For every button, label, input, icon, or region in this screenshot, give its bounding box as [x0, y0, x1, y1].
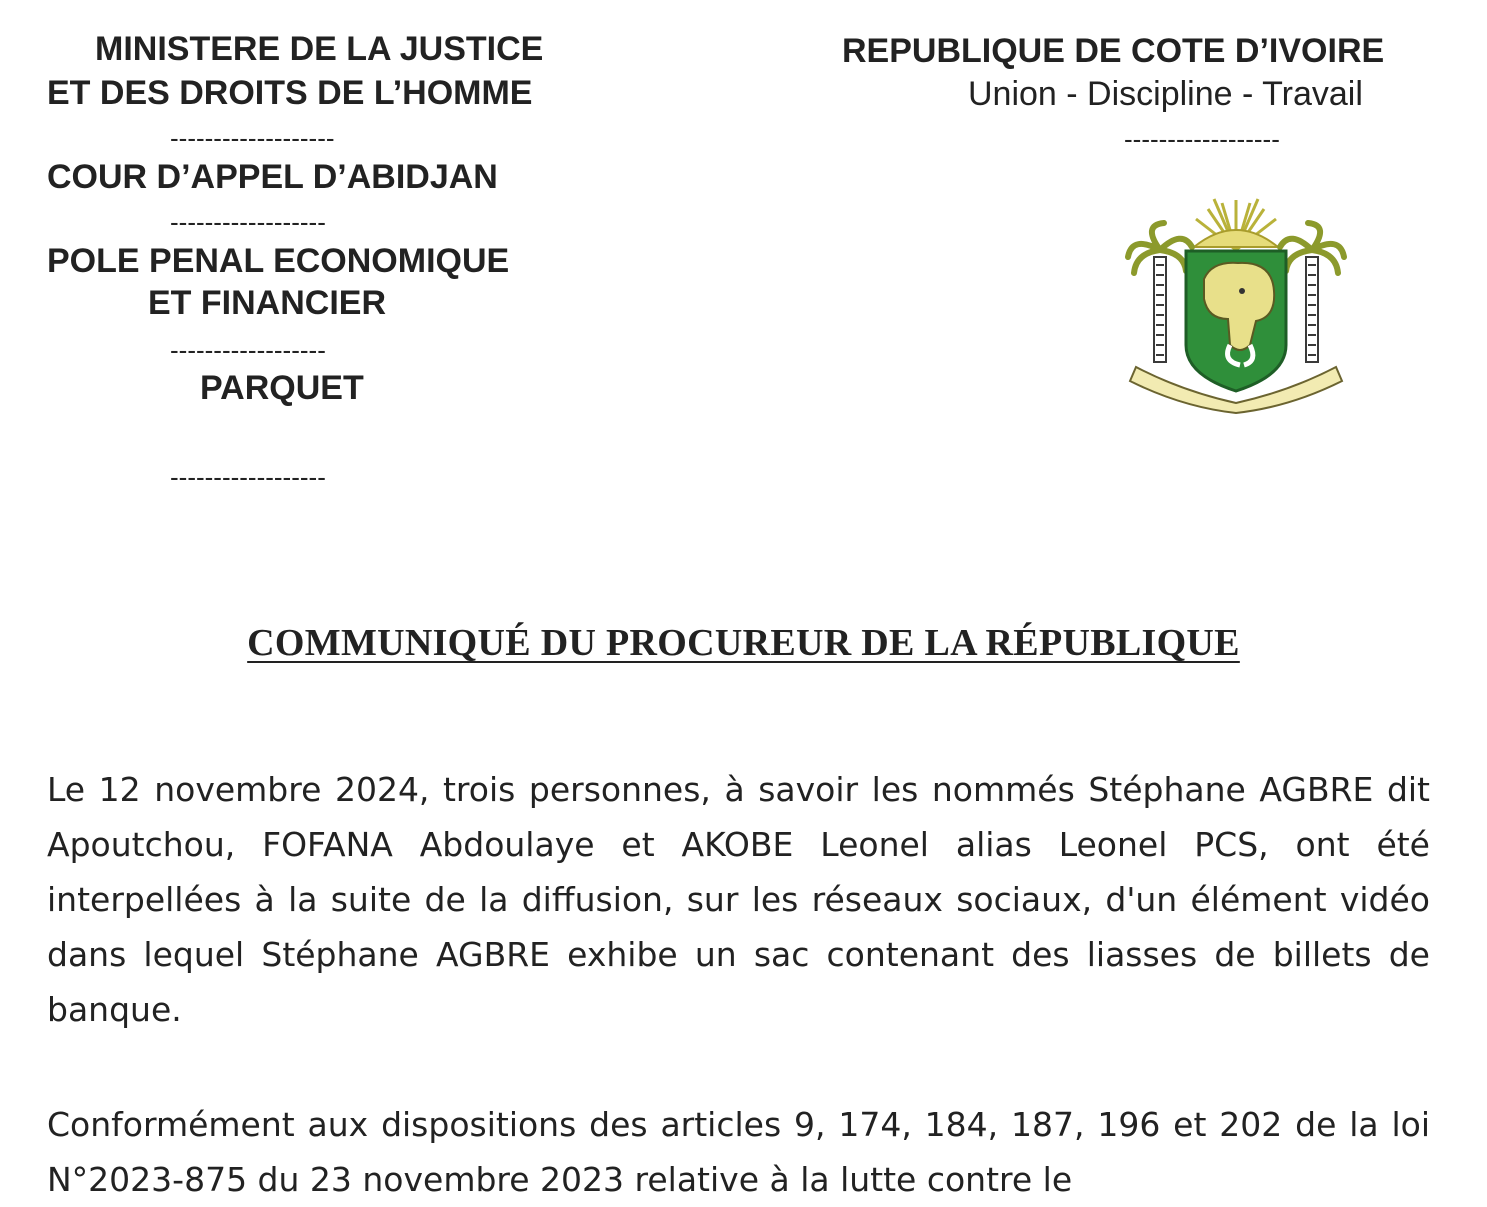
coat-of-arms-icon	[1122, 195, 1350, 415]
ministry-line-2: ET DES DROITS DE L’HOMME	[47, 74, 533, 112]
document-title: COMMUNIQUÉ DU PROCUREUR DE LA RÉPUBLIQUE	[247, 622, 1240, 664]
office-name: PARQUET	[200, 369, 364, 407]
ministry-line-1: MINISTERE DE LA JUSTICE	[95, 30, 544, 68]
country-name: REPUBLIQUE DE COTE D’IVOIRE	[842, 32, 1385, 70]
separator: ------------------	[170, 335, 326, 365]
separator: ------------------	[1124, 124, 1280, 154]
paragraph-2: Conformément aux dispositions des articles 9, 174, 184, 187, 196 et 202 de la loi N°2023-875 du 23 novembre 2023 relative à la lutte contre le	[47, 1105, 1430, 1199]
palm-tree-right-icon	[1280, 223, 1344, 362]
separator: ------------------	[170, 207, 326, 237]
court-name: COUR D’APPEL D’ABIDJAN	[47, 158, 498, 196]
paragraph-1: Le 12 novembre 2024, trois personnes, à savoir les nommés Stéphane AGBRE dit Apoutchou, FOFANA Abdoulaye et AKOBE Leonel alias Leonel PCS, ont été interpellées à la suite de la diffusion, sur les réseaux sociaux, d'un élément vidéo dans lequel Stéphane AGBRE exhibe un sac contenant des liasses de billets de banque.	[47, 770, 1430, 1029]
separator: -------------------	[170, 123, 335, 153]
separator: ------------------	[170, 462, 326, 492]
pole-line-2: ET FINANCIER	[148, 284, 386, 322]
pole-line-1: POLE PENAL ECONOMIQUE	[47, 242, 510, 280]
palm-tree-left-icon	[1128, 223, 1192, 362]
national-motto: Union - Discipline - Travail	[968, 75, 1363, 113]
